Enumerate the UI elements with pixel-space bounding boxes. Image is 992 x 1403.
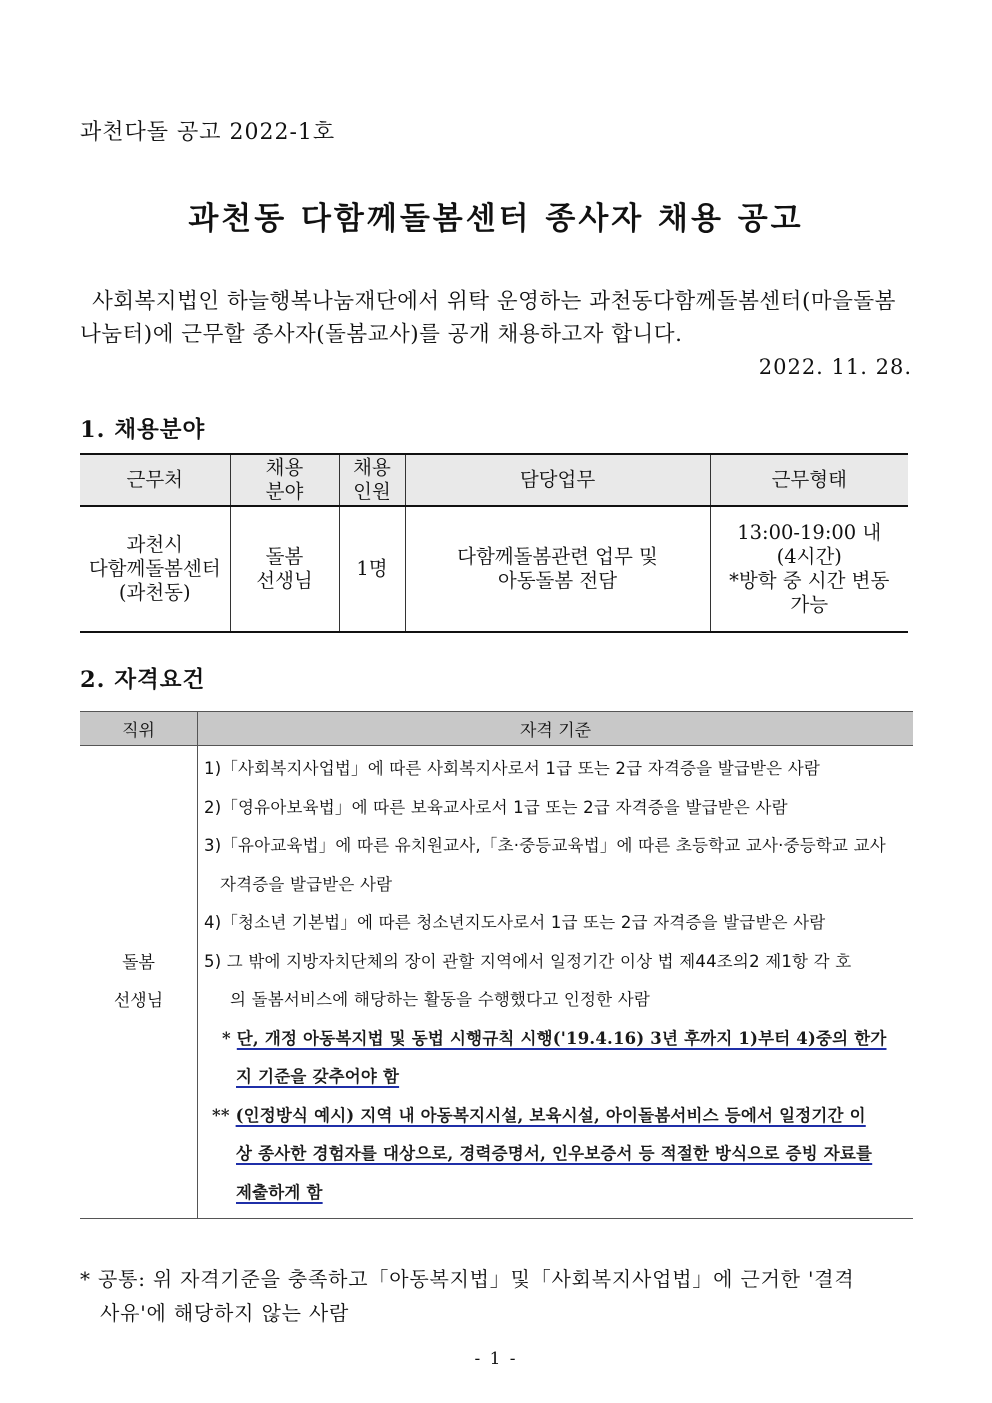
common-line-1: * 공통: 위 자격기준을 충족하고「아동복지법」및「사회복지사업법」에 근거한 '결격 xyxy=(80,1267,855,1291)
criteria-line: 4)「청소년 기본법」에 따른 청소년지도사로서 1급 또는 2급 자격증을 발급받은 사람 xyxy=(204,913,826,932)
common-line-2: 사유'에 해당하지 않는 사람 xyxy=(100,1301,350,1325)
criteria-line: 3)「유아교육법」에 따른 유치원교사,「초·중등교육법」에 따른 초등학교 교사·중등학교 교사 xyxy=(204,836,886,855)
cell-criteria xyxy=(198,746,914,1219)
cell-workplace: 과천시 다함께돌봄센터 (과천동) xyxy=(80,506,230,632)
header-criteria: 자격 기준 xyxy=(198,712,914,746)
header-count: 채용 인원 xyxy=(339,454,405,506)
header-field: 채용 분야 xyxy=(230,454,339,506)
criteria-note: 상 종사한 경험자를 대상으로, 경력증명서, 인우보증서 등 적절한 방식으로 증빙 자료를 xyxy=(236,1144,873,1163)
criteria-line: 5) 그 밖에 지방자치단체의 장이 관할 지역에서 일정기간 이상 법 제44조의2 제1항 각 호 xyxy=(204,951,852,971)
header-position: 직위 xyxy=(80,712,198,746)
intro-line-1: 사회복지법인 하늘행복나눔재단에서 위탁 운영하는 과천동다함께돌봄센터(마을돌봄 xyxy=(92,289,896,314)
criteria-note: 지 기준을 갖추어야 함 xyxy=(236,1067,400,1086)
qualification-table xyxy=(80,711,913,1219)
section-1-title: 1. 채용분야 xyxy=(80,417,206,443)
header-duty: 담당업무 xyxy=(405,454,710,506)
cell-position: 돌봄 선생님 xyxy=(80,746,198,1219)
page-title: 과천동 다함께돌봄센터 종사자 채용 공고 xyxy=(188,201,804,237)
qualification-table-header xyxy=(80,712,913,746)
cell-duty: 다함께돌봄관련 업무 및 아동돌봄 전담 xyxy=(405,506,710,632)
common-requirement xyxy=(80,1262,855,1330)
criteria-line: 자격증을 발급받은 사람 xyxy=(220,874,393,894)
cell-field: 돌봄 선생님 xyxy=(230,506,339,632)
cell-work-type: 13:00-19:00 내 (4시간) *방학 중 시간 변동 가능 xyxy=(710,506,908,632)
header-work-type: 근무형태 xyxy=(710,454,908,506)
intro-paragraph xyxy=(80,285,912,351)
header-workplace: 근무처 xyxy=(80,454,230,506)
criteria-line: 2)「영유아보육법」에 따른 보육교사로서 1급 또는 2급 자격증을 발급받은 사람 xyxy=(204,797,788,817)
intro-line-2: 나눔터)에 근무할 종사자(돌봄교사)를 공개 채용하고자 합니다. xyxy=(80,322,683,347)
criteria-line: 의 돌봄서비스에 해당하는 활동을 수행했다고 인정한 사람 xyxy=(230,990,651,1009)
cell-count: 1명 xyxy=(339,506,405,632)
table-row xyxy=(80,746,913,1219)
criteria-note: ** (인정방식 예시) 지역 내 아동복지시설, 보육시설, 아이돌봄서비스 등에서 일정기간 이 xyxy=(212,1105,866,1125)
note-marker: * xyxy=(222,1028,231,1048)
notice-number: 과천다돌 공고 2022-1호 xyxy=(80,120,336,145)
section-2-title: 2. 자격요건 xyxy=(80,667,206,693)
page-number: - 1 - xyxy=(474,1349,518,1369)
criteria-line: 1)「사회복지사업법」에 따른 사회복지사로서 1급 또는 2급 자격증을 발급받은 사람 xyxy=(204,759,820,778)
criteria-note: 제출하게 함 xyxy=(236,1182,323,1202)
recruitment-table xyxy=(80,453,908,633)
table-row xyxy=(80,506,908,632)
note-marker: ** xyxy=(212,1105,230,1125)
notice-date: 2022. 11. 28. xyxy=(758,355,912,379)
criteria-note: * 단, 개정 아동복지법 및 동법 시행규칙 시행('19.4.16) 3년 후까지 1)부터 4)중의 한가 xyxy=(222,1028,887,1048)
recruitment-table-header xyxy=(80,454,908,506)
